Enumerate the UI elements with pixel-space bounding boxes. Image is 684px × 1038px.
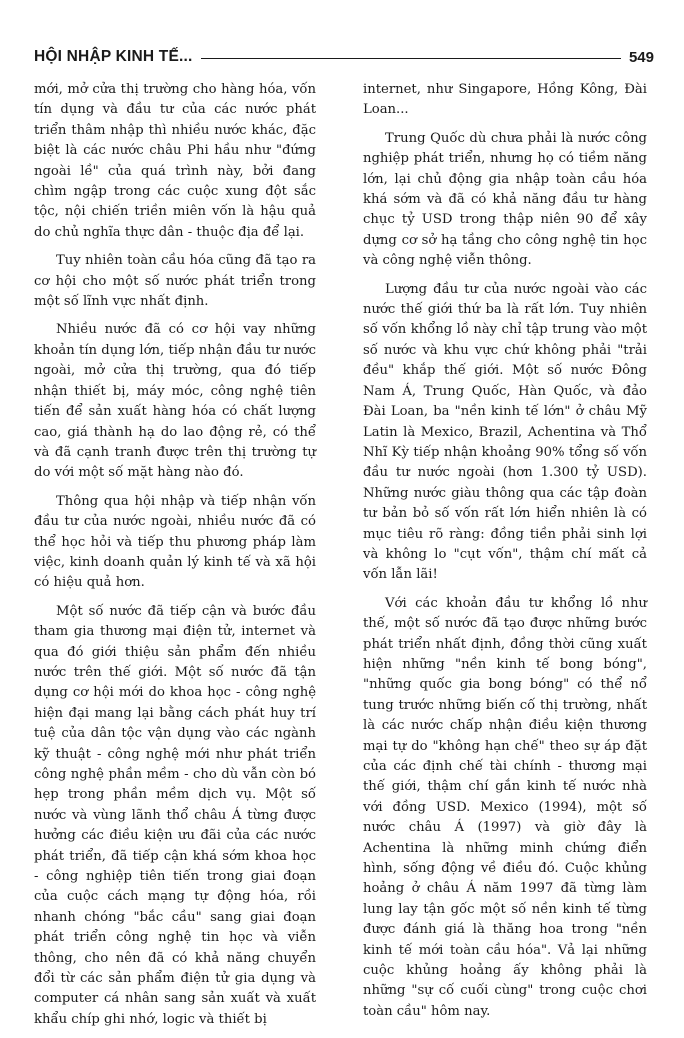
paragraph: Trung Quốc dù chưa phải là nước công nghiệp phát triển, nhưng họ có tiềm năng lớn, lại chủ động gia nhập toàn cầu hóa khá sớm và đã có khả năng đầu tư hàng chục tỷ USD trong thập niên 90 để xây dựng cơ sở hạ tầng cho công nghệ tin học và công nghệ viễn thông. [363, 130, 647, 269]
paragraph: Lượng đầu tư của nước ngoài vào các nước thế giới thứ ba là rất lớn. Tuy nhiên số vốn khổng lồ này chỉ tập trung vào một số nước và khu vực chứ không phải "trải đều" khắp thế giới. Một số nước Đông Nam Á, Trung Quốc, Hàn Quốc, và đảo Đài Loan, ba "nền kinh tế lớn" ở châu Mỹ Latin là Mexico, Brazil, Achentina và Thổ Nhĩ Kỳ tiếp nhận khoảng 90% tổng số vốn đầu tư nước ngoài (hơn 1.300 tỷ USD). Những nước giàu thông qua các tập đoàn tư bản bỏ số vốn rất lớn hiển nhiên là có mục tiêu rõ ràng: đồng tiền phải sinh lợi và không lo "cụt vốn", thậm chí mất cả vốn lẫn lãi! [363, 281, 647, 583]
paragraph: Tuy nhiên toàn cầu hóa cũng đã tạo ra cơ hội cho một số nước phát triển trong một số lĩnh vực nhất định. [34, 253, 316, 310]
header-rule [201, 58, 621, 59]
paragraph: Nhiều nước đã có cơ hội vay những khoản tín dụng lớn, tiếp nhận đầu tư nước ngoài, mở cửa thị trường, qua đó tiếp nhận thiết bị, máy móc, công nghệ tiên tiến để sản xuất hàng hóa có chất lượng cao, giá thành hạ do lao động rẻ, có thể và đã cạnh tranh được trên thị trường tự do với một số mặt hàng nào đó. [34, 322, 316, 481]
running-header [34, 46, 654, 68]
page-number: 549 [628, 48, 654, 66]
paragraph: Một số nước đã tiếp cận và bước đầu tham gia thương mại điện tử, internet và qua đó giới thiệu sản phẩm đến nhiều nước trên thế giới. Một số nước đã tận dụng cơ hội mới do khoa học - công nghệ hiện đại mang lại bằng cách phát huy trí tuệ của dân tộc vận dụng vào các ngành kỹ thuật - công nghệ mới như phát triển công nghệ phần mềm - cho dù vẫn còn bó hẹp trong phần mềm dịch vụ. Một số nước và vùng lãnh thổ châu Á từng được hưởng các điều kiện ưu đãi của các nước phát triển, đã tiếp cận khá sớm khoa học - công nghiệp tiên tiến trong giai đoạn của cuộc cách mạng tự động hóa, rồi nhanh chóng "bắc cầu" sang giai đoạn phát triển công nghệ tin học và viễn thông, cho nên đã có khả năng chuyển đổi từ các sản phẩm điện tử gia dụng và computer cá nhân sang sản xuất và xuất khẩu chíp ghi nhớ, logic và thiết bị [34, 603, 316, 1027]
running-title: HỘI NHẬP KINH TẾ... [34, 48, 193, 65]
paragraph: Với các khoản đầu tư khổng lồ như thế, một số nước đã tạo được những bước phát triển nhất định, đồng thời cũng xuất hiện những "nền kinh tế bong bóng", "những quốc gia bong bóng" có thể nổ tung trước những biến cố thị trường, nhất là các nước chấp nhận điều kiện thương mại tự do "không hạn chế" theo sự áp đặt của các định chế tài chính - thương mại thế giới, thậm chí gắn kinh tế nước nhà với đồng USD. Mexico (1994), một số nước châu Á (1997) và giờ đây là Achentina là những minh chứng điển hình, sống động về điều đó. Cuộc khủng hoảng ở châu Á năm 1997 đã từng làm lung lay tận gốc một số nền kinh tế từng được đánh giá là thăng hoa trong "nền kinh tế mới toàn cầu hóa". Vả lại những cuộc khủng hoảng ấy không phải là những "sự cố cuối cùng" trong cuộc chơi toàn cầu" hôm nay. [363, 595, 647, 1019]
paragraph: mới, mở cửa thị trường cho hàng hóa, vốn tín dụng và đầu tư của các nước phát triển thâm nhập thì nhiều nước khác, đặc biệt là các nước châu Phi hầu như "đứng ngoài lề" của quá trình này, bởi đang chìm ngập trong các cuộc xung đột sắc tộc, nội chiến triền miên vốn là hậu quả do chủ nghĩa thực dân - thuộc địa để lại. [34, 82, 316, 240]
left-column [34, 80, 316, 1038]
right-column [363, 80, 647, 1030]
paragraph: Thông qua hội nhập và tiếp nhận vốn đầu tư của nước ngoài, nhiều nước đã có thể học hỏi và tiếp thu phương pháp làm việc, kinh doanh quản lý kinh tế và xã hội có hiệu quả hơn. [34, 493, 316, 591]
paragraph: internet, như Singapore, Hồng Kông, Đài Loan... [363, 82, 647, 118]
